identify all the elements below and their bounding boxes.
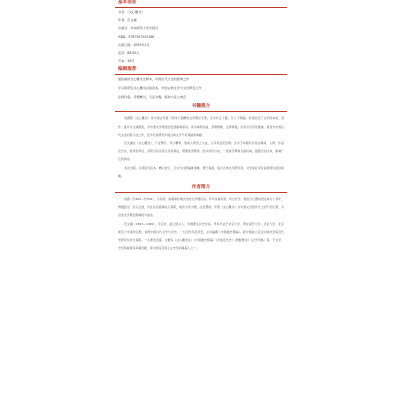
basic-info-list: [115, 10, 287, 63]
info-line: 出版日期：2009年1月: [118, 42, 150, 47]
content-paragraph: 范文澜注《文心雕龙》，广征博引，考订精审，集前人研究之大成，又多有创见发明。注中于每篇所涉及的典故、人物、作品及史实，皆详加考证，并附引有关原文以资参证，极便读者研读。此书问世以来，一直被学界视为最权威、最通行的注本，影响广泛而深远。: [118, 140, 284, 162]
info-line: 书名：《文心雕龙》: [118, 10, 145, 14]
product-detail-page: [115, 0, 287, 252]
basic-info-heading: 基本信息: [118, 0, 137, 5]
section-divider: [115, 7, 287, 8]
section-divider: [115, 111, 287, 112]
section-divider: [115, 74, 287, 75]
editor-recommendation-heading: 编辑推荐: [118, 67, 137, 73]
author-paragraph: 范文澜（1893—1969），字芸台，浙江绍兴人，中国著名历史学家。早年毕业于北京大学，曾在南开大学、北京大学、北京师范大学等校任教，讲授中国古代文学与历史。一九四零年赴延安，主持编撰《中国通史简编》。新中国成立后任中国科学院近代史研究所所长等职。一生著述宏富，主要有《文心雕龙注》《中国通史简编》《中国近代史》《群经概论》《正史考略》等，于文学、史学领域皆有卓越贡献，是中国马克思主义史学的奠基人之一。: [118, 221, 284, 251]
author-intro-heading: 作者简介: [191, 184, 211, 190]
info-line: 出版社：华东师范大学出版社: [118, 26, 159, 31]
recommendation-line: 学习和研究文心雕龙必备读本，中国古典文学与文论研究之作: [118, 86, 202, 91]
info-line: 开本：16开: [118, 59, 135, 64]
info-line: ISBN：9787567529188: [118, 34, 154, 39]
recommendation-line: 最权威的文心雕龙注释本，中国古代文论的经典之作: [118, 77, 190, 82]
author-intro-body: [115, 195, 287, 252]
content-paragraph: 刘勰著《文心雕龙》是中国古代第一部体大思精的文学理论专著，全书共五十篇，分上下两编，系统论述了文学的本质、创作、批评与文体源流，对中国文学理论的发展影响深远。其书体例完备，条理明晰，文辞骈俪，历来为学者所推重，被誉为中国古代文论的集大成之作，至今仍是研究中国古典文学不可或缺的典籍。: [118, 116, 284, 137]
editor-recommendation-list: [115, 77, 287, 99]
content-intro-body: [115, 114, 287, 180]
content-paragraph: 本次出版，以原版为底本，精心校订，正文与注释编排清晰，便于查阅，适合古典文学研究者、文学爱好者及高校师生阅读收藏。: [118, 165, 284, 178]
info-line: 作者：范文澜: [118, 18, 137, 23]
recommendation-line: 注释详备，考据精当，引证丰赡，堪称大家之典范: [118, 95, 187, 100]
section-divider: [115, 192, 287, 193]
content-intro-heading: 书籍简介: [191, 104, 211, 110]
author-paragraph: 刘勰（约465—约532），字彦和，南朝梁时期杰出的文学理论家。早年家境贫寒，笃志好学，曾依沙门僧祐居定林寺十余年，博通经论。后入仕途，历任东宫通事舍人等职，晚年出家为僧，法名慧地。所著《文心雕龙》为中国文学批评史上的不朽巨著，对后世文学理论影响极为深远。: [118, 196, 284, 218]
info-line: 定价：88.00元: [118, 50, 140, 55]
